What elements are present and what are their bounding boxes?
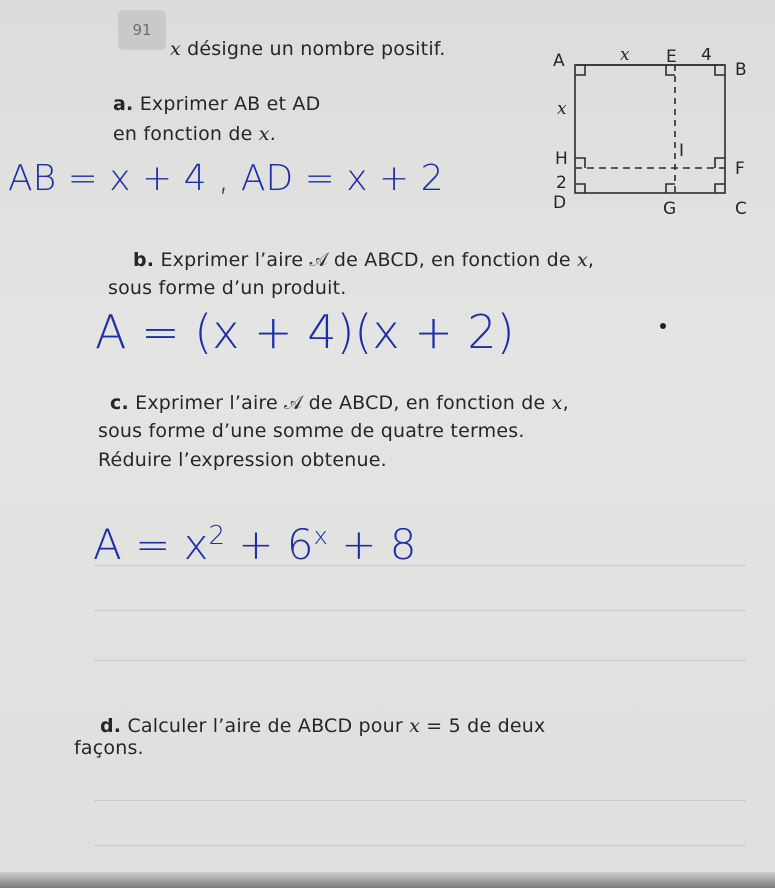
dotted-answer-line-1 xyxy=(95,565,745,566)
label-e: E xyxy=(666,48,677,67)
dimension-top-right: 4 xyxy=(701,48,712,65)
label-i: I xyxy=(679,141,685,161)
question-c-suffix: , xyxy=(562,392,569,414)
page-bottom-shadow xyxy=(0,872,775,888)
question-a-line2-prefix: en fonction de xyxy=(113,123,259,145)
label-c: C xyxy=(735,199,747,219)
answer-b-handwritten: A = (x + 4)(x + 2) xyxy=(95,305,515,359)
label-g: G xyxy=(663,199,677,219)
question-d-line1 xyxy=(100,715,545,737)
right-angle-mark-b xyxy=(715,65,725,75)
question-c-area-symbol: 𝒜 xyxy=(284,392,303,414)
question-b-marker: b. xyxy=(133,249,155,271)
answer-a-handwritten: AB = x + 4 , AD = x + 2 xyxy=(8,158,444,199)
question-b-line2: sous forme d’un produit. xyxy=(108,277,347,299)
label-b: B xyxy=(735,60,747,80)
question-d-eq: = 5 xyxy=(420,715,461,737)
question-a-text: Exprimer AB et AD xyxy=(133,93,321,115)
question-c-line1 xyxy=(110,392,569,414)
dimension-top-left: x xyxy=(620,48,630,65)
answer-c-end: + 8 xyxy=(327,520,417,569)
right-angle-mark-c xyxy=(715,184,725,193)
question-b-var: x xyxy=(576,249,588,271)
question-b-mid: de ABCD, en fonction de xyxy=(327,249,577,271)
right-angle-mark-d xyxy=(575,184,585,193)
question-c-prefix: Exprimer l’aire xyxy=(128,392,285,414)
intro-variable: x xyxy=(170,38,181,60)
dotted-answer-line-5 xyxy=(95,845,745,846)
right-angle-mark-a xyxy=(575,65,585,75)
question-a-line2-suffix: . xyxy=(269,123,276,145)
question-a-line2 xyxy=(113,123,276,145)
question-d-line2: façons. xyxy=(74,737,144,759)
rectangle-figure xyxy=(535,48,765,223)
label-h: H xyxy=(555,149,568,169)
dotted-answer-line-3 xyxy=(95,660,745,661)
answer-c-raised-x: x xyxy=(313,522,328,550)
answer-c-handwritten xyxy=(93,520,416,569)
label-f: F xyxy=(735,159,745,179)
dotted-answer-line-4 xyxy=(95,800,745,801)
exercise-intro xyxy=(170,38,446,60)
question-c-line2: sous forme d’une somme de quatre termes. xyxy=(98,420,525,442)
question-d-marker: d. xyxy=(100,715,122,737)
question-c-var: x xyxy=(551,392,563,414)
right-angle-mark-f xyxy=(715,158,725,168)
label-a: A xyxy=(553,51,565,71)
exercise-number-badge xyxy=(118,10,166,50)
rectangle-abcd xyxy=(575,65,725,193)
question-d-suffix: de deux xyxy=(460,715,546,737)
right-angle-mark-h xyxy=(575,158,585,168)
question-c-marker: c. xyxy=(110,392,129,414)
question-a-line1 xyxy=(113,93,320,115)
answer-c-base: A = x xyxy=(93,520,209,569)
right-angle-mark-g xyxy=(666,184,675,193)
label-d: D xyxy=(553,193,567,213)
question-a-line2-var: x xyxy=(258,123,270,145)
question-b-line1 xyxy=(133,249,594,271)
dotted-answer-line-2 xyxy=(95,610,745,611)
question-b-prefix: Exprimer l’aire xyxy=(154,249,310,271)
intro-text: désigne un nombre positif. xyxy=(180,38,446,60)
exercise-number: 91 xyxy=(132,21,152,39)
ink-dot xyxy=(660,323,666,329)
question-c-mid: de ABCD, en fonction de xyxy=(302,392,552,414)
answer-c-mid: + 6 xyxy=(225,520,314,569)
question-d-var: x xyxy=(409,715,421,737)
question-a-marker: a. xyxy=(113,93,134,115)
answer-c-exponent: 2 xyxy=(208,521,226,551)
question-b-suffix: , xyxy=(587,249,595,271)
question-b-area-symbol: 𝒜 xyxy=(309,249,328,271)
question-d-prefix: Calculer l’aire de ABCD pour xyxy=(121,715,410,737)
question-c-line3: Réduire l’expression obtenue. xyxy=(98,449,387,471)
dimension-left-top: x xyxy=(557,99,567,119)
dimension-left-bottom: 2 xyxy=(556,173,567,193)
